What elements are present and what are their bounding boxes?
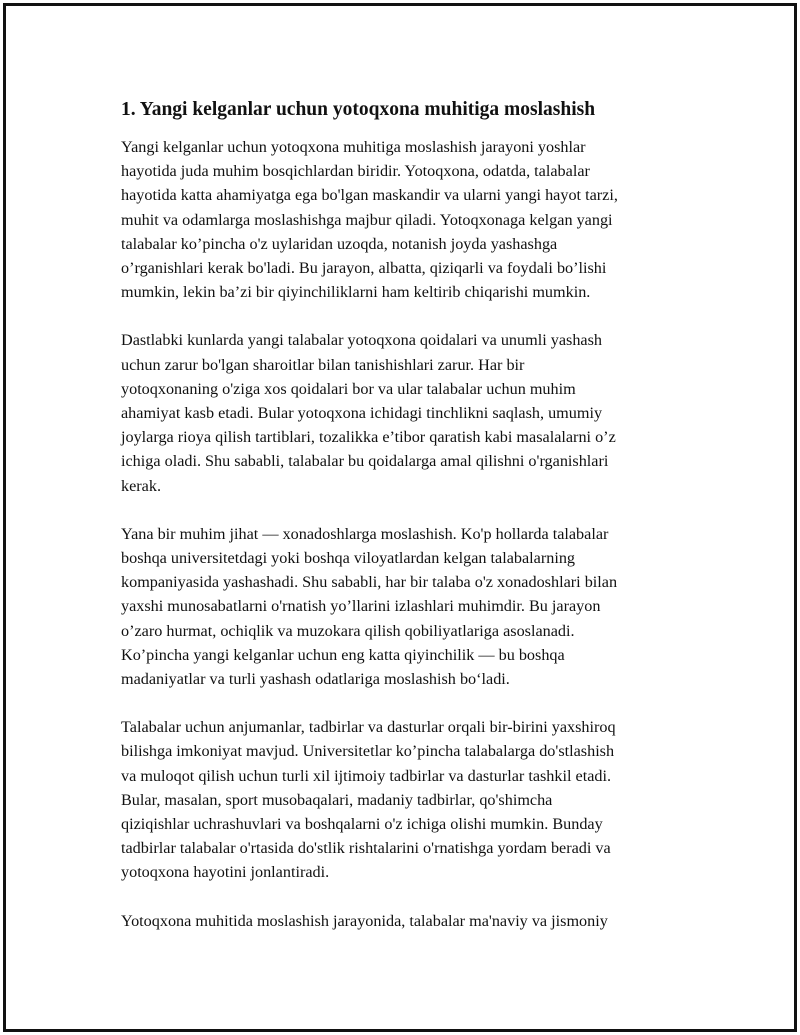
text-line: tadbirlar talabalar o'rtasida do'stlik rishtalarini o'rnatishga yordam beradi va <box>121 839 611 858</box>
text-line: qiziqishlar uchrashuvlari va boshqalarni o'z ichiga olishi mumkin. Bunday <box>121 815 603 834</box>
text-line: madaniyatlar va turli yashash odatlariga moslashish bo‘ladi. <box>121 670 510 689</box>
text-line: va muloqot qilish uchun turli xil ijtimoiy tadbirlar va dasturlar tashkil etadi. <box>121 766 612 785</box>
text-line: uchun zarur bo'lgan sharoitlar bilan tanishishlari zarur. Har bir <box>121 355 525 374</box>
text-line: hayotida juda muhim bosqichlardan biridir. Yotoqxona, odatda, talabalar <box>121 162 590 181</box>
paragraph-5 <box>121 909 711 933</box>
document-body <box>121 98 711 957</box>
text-line: bilishga imkoniyat mavjud. Universitetlar ko’pincha talabalarga do'stlashish <box>121 742 615 761</box>
section-heading: 1. Yangi kelganlar uchun yotoqxona muhitiga moslashish <box>121 99 596 120</box>
text-line: hayotida katta ahamiyatga ega bo'lgan maskandir va ularni yangi hayot tarzi, <box>121 186 618 205</box>
paragraph-1 <box>121 135 711 304</box>
text-line: joylarga rioya qilish tartiblari, tozalikka e’tibor qaratish kabi masalalarni o’z <box>121 428 616 447</box>
text-line: kerak. <box>121 476 161 495</box>
text-line: Yangi kelganlar uchun yotoqxona muhitiga moslashish jarayoni yoshlar <box>121 138 586 156</box>
text-line: mumkin, lekin ba’zi bir qiyinchiliklarni ham keltirib chiqarishi mumkin. <box>121 283 591 302</box>
text-line: o’zaro hurmat, ochiqlik va muzokara qilish qobiliyatlariga asoslanadi. <box>121 621 575 640</box>
text-line: ichiga oladi. Shu sababli, talabalar bu qoidalarga amal qilishni o'rganishlari <box>121 452 609 471</box>
text-line: kompaniyasida yashashadi. Shu sababli, har bir talaba o'z xonadoshlari bilan <box>121 573 618 592</box>
text-line: Talabalar uchun anjumanlar, tadbirlar va dasturlar orqali bir-birini yaxshiroq <box>121 718 616 737</box>
paragraph-2 <box>121 328 711 497</box>
text-line: Yana bir muhim jihat — xonadoshlarga moslashish. Ko'p hollarda talabalar <box>121 524 609 543</box>
text-line: boshqa universitetdagi yoki boshqa viloyatlardan kelgan talabalarning <box>121 549 576 568</box>
page-frame <box>3 3 797 1032</box>
text-line: Yotoqxona muhitida moslashish jarayonida, talabalar ma'naviy va jismoniy <box>121 911 608 930</box>
text-line: Bular, masalan, sport musobaqalari, madaniy tadbirlar, qo'shimcha <box>121 790 553 809</box>
paragraph-4 <box>121 715 711 884</box>
text-line: Dastlabki kunlarda yangi talabalar yotoqxona qoidalari va unumli yashash <box>121 331 602 350</box>
text-line: yotoqxonaning o'ziga xos qoidalari bor va ular talabalar uchun muhim <box>121 379 576 398</box>
text-line: muhit va odamlarga moslashishga majbur qiladi. Yotoqxonaga kelgan yangi <box>121 210 613 229</box>
paragraph-3 <box>121 522 711 691</box>
text-line: Ko’pincha yangi kelganlar uchun eng katta qiyinchilik — bu boshqa <box>121 645 565 664</box>
text-line: talabalar ko’pincha o'z uylaridan uzoqda, notanish joyda yashashga <box>121 234 558 253</box>
text-line: yaxshi munosabatlarni o'rnatish yo’llarini izlashlari muhimdir. Bu jarayon <box>121 597 601 616</box>
text-line: yotoqxona hayotini jonlantiradi. <box>121 863 330 882</box>
text-line: ahamiyat kasb etadi. Bular yotoqxona ichidagi tinchlikni saqlash, umumiy <box>121 404 603 423</box>
text-line: o’rganishlari kerak bo'ladi. Bu jarayon, albatta, qiziqarli va foydali bo’lishi <box>121 259 607 278</box>
